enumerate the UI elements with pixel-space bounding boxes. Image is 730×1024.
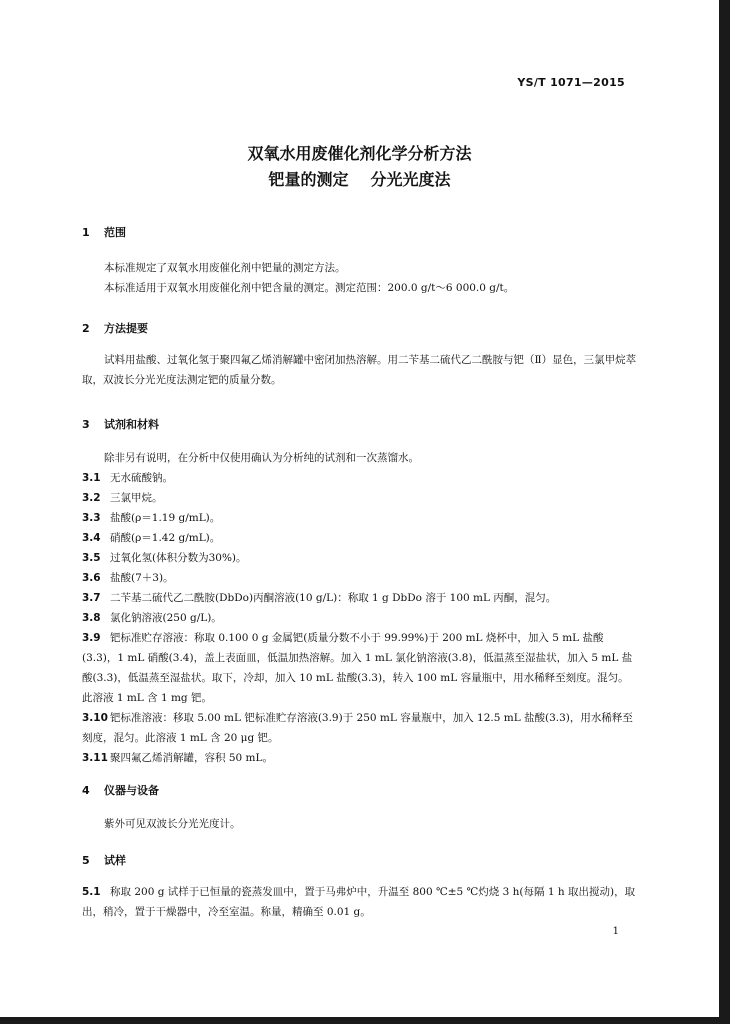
paragraph: 本标准规定了双氧水用废催化剂中钯量的测定方法。 xyxy=(104,262,346,274)
title-part-a: 钯量的测定 xyxy=(268,170,349,189)
standard-code: YS/T 1071—2015 xyxy=(517,76,625,89)
title-part-b: 分光光度法 xyxy=(370,170,451,189)
document-title-line2 xyxy=(0,167,719,190)
list-item: 3.1 无水硫酸钠。 xyxy=(82,472,173,484)
section-title: 仪器与设备 xyxy=(104,784,159,797)
list-item: 3.4 硝酸(ρ＝1.42 g/mL)。 xyxy=(82,532,221,544)
list-item: 5.1 称取 200 g 试样于已恒量的瓷蒸发皿中，置于马弗炉中，升温至 800 ℃±5 ℃灼烧 3 h(每隔 1 h 取出搅动)，取出，稍冷，置于干燥器中，冷至室温。称量，精确至 0.01 g。 xyxy=(82,886,636,918)
section-heading-4 xyxy=(82,782,159,798)
paragraph: 试料用盐酸、过氧化氢于聚四氟乙烯消解罐中密闭加热溶解。用二苄基二硫代乙二酰胺与钯（Ⅱ）显色，三氯甲烷萃取，双波长分光光度法测定钯的质量分数。 xyxy=(82,354,637,386)
section-title: 方法提要 xyxy=(104,322,148,335)
section-number: 2 xyxy=(82,322,90,335)
section-title: 试剂和材料 xyxy=(104,418,159,431)
section-title: 范围 xyxy=(104,226,126,239)
document-title-line1: 双氧水用废催化剂化学分析方法 xyxy=(247,144,472,163)
page-number: 1 xyxy=(612,926,619,937)
list-item: 3.8 氯化钠溶液(250 g/L)。 xyxy=(82,612,222,624)
section-number: 3 xyxy=(82,418,90,431)
paragraph: 紫外可见双波长分光光度计。 xyxy=(104,818,241,830)
section-heading-2 xyxy=(82,320,148,336)
section-number: 5 xyxy=(82,854,90,867)
section-heading-5 xyxy=(82,852,126,868)
list-item: 3.3 盐酸(ρ＝1.19 g/mL)。 xyxy=(82,512,221,524)
list-item: 3.11 聚四氟乙烯消解罐，容积 50 mL。 xyxy=(82,752,273,764)
list-item: 3.6 盐酸(7＋3)。 xyxy=(82,572,174,584)
section-number: 4 xyxy=(82,784,90,797)
section-heading-3 xyxy=(82,416,159,432)
section-title: 试样 xyxy=(104,854,126,867)
list-item: 3.2 三氯甲烷。 xyxy=(82,492,163,504)
list-item: 3.5 过氧化氢(体积分数为30%)。 xyxy=(82,552,247,564)
paragraph: 除非另有说明，在分析中仅使用确认为分析纯的试剂和一次蒸馏水。 xyxy=(104,452,419,464)
list-item: 3.9 钯标准贮存溶液：称取 0.100 0 g 金属钯(质量分数不小于 99.99%)于 200 mL 烧杯中，加入 5 mL 盐酸(3.3)，1 mL 硝酸(3.4)，盖上表面皿，低温加热溶解。加入 1 mL 氯化钠溶液(3.8)，低温蒸至湿盐状，加入 5 mL 盐酸(3.3)，低温蒸至湿盐状。取下，冷却，加入 10 mL 盐酸(3.3)，转入 100 mL 容量瓶中，用水稀释至刻度。混匀。此溶液 1 mL 含 1 mg 钯。 xyxy=(82,632,633,704)
section-number: 1 xyxy=(82,226,90,239)
paragraph: 本标准适用于双氧水用废催化剂中钯含量的测定。测定范围：200.0 g/t～6 000.0 g/t。 xyxy=(104,282,515,294)
list-item: 3.10 钯标准溶液：移取 5.00 mL 钯标准贮存溶液(3.9)于 250 mL 容量瓶中，加入 12.5 mL 盐酸(3.3)，用水稀释至刻度，混匀。此溶液 1 mL 含 20 μg 钯。 xyxy=(82,712,633,744)
list-item: 3.7 二苄基二硫代乙二酰胺(DbDo)丙酮溶液(10 g/L)：称取 1 g DbDo 溶于 100 mL 丙酮，混匀。 xyxy=(82,592,557,604)
section-heading-1 xyxy=(82,224,126,240)
